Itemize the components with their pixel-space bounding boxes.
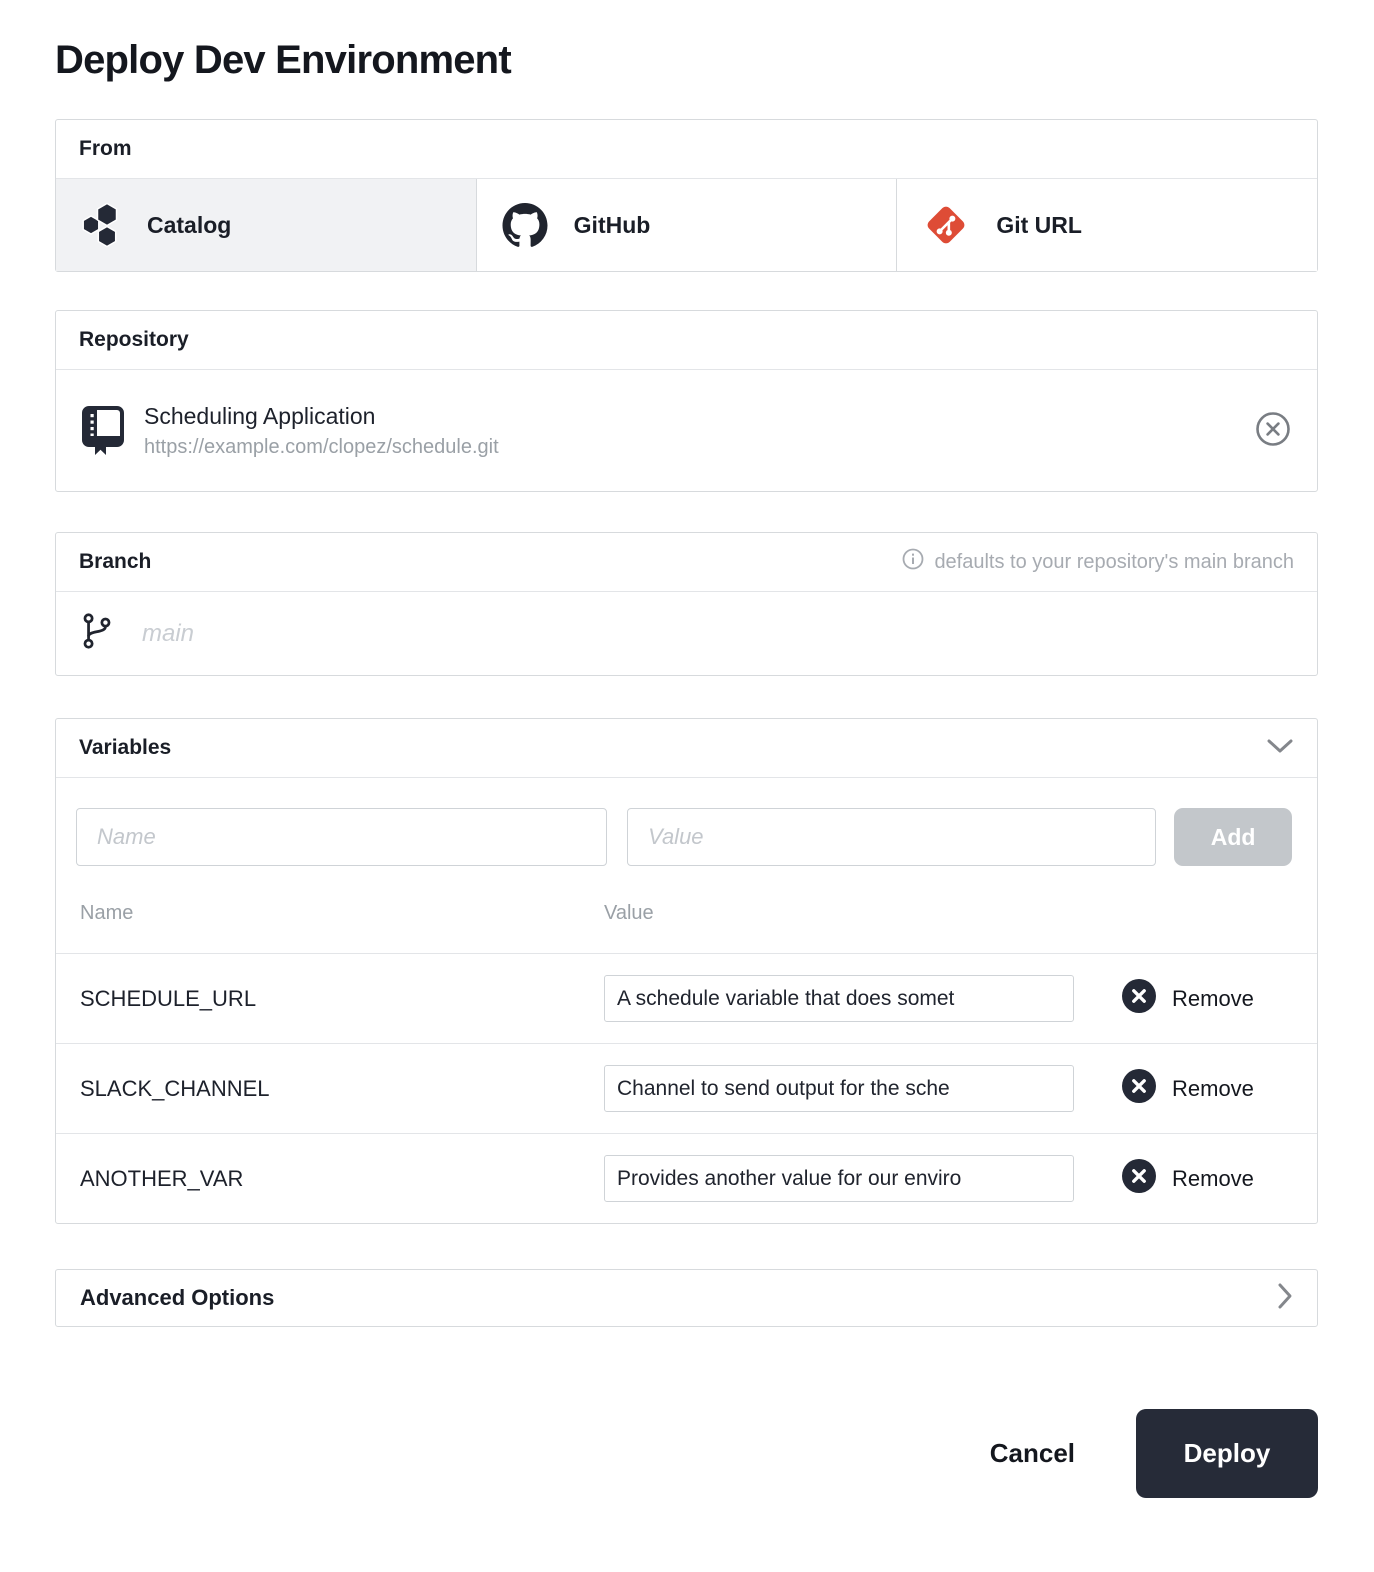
- variable-value-input[interactable]: [627, 808, 1156, 866]
- variable-row: [56, 953, 1317, 1043]
- variable-value-field[interactable]: [604, 975, 1074, 1022]
- branch-label: Branch: [79, 550, 152, 573]
- tab-git-url-label: Git URL: [996, 211, 1082, 238]
- chevron-down-icon[interactable]: [1266, 736, 1294, 760]
- repo-book-icon: [81, 405, 125, 457]
- remove-variable-button[interactable]: [1121, 1158, 1254, 1200]
- tab-github[interactable]: [476, 179, 897, 271]
- clear-repository-button[interactable]: [1254, 410, 1292, 451]
- variables-section-header[interactable]: [56, 719, 1317, 778]
- catalog-hexagons-icon: [81, 202, 121, 248]
- branch-section-header: [56, 533, 1317, 592]
- repository-selected-item: [56, 370, 1317, 491]
- chevron-right-icon: [1277, 1282, 1293, 1315]
- branch-hint: [902, 548, 1294, 576]
- page-title: Deploy Dev Environment: [55, 38, 511, 82]
- variable-name: ANOTHER_VAR: [80, 1165, 244, 1191]
- deploy-button[interactable]: Deploy: [1136, 1409, 1318, 1498]
- column-header-name: Name: [80, 902, 134, 924]
- variable-row: [56, 1043, 1317, 1133]
- variable-name-input[interactable]: [76, 808, 607, 866]
- circle-x-filled-icon: [1121, 1158, 1157, 1200]
- from-section-header: [56, 120, 1317, 179]
- remove-label: Remove: [1172, 1075, 1254, 1101]
- github-icon: [502, 203, 548, 248]
- source-tabs: [56, 179, 1317, 271]
- from-label: From: [79, 137, 132, 160]
- add-variable-row: [56, 778, 1317, 866]
- variables-section: [55, 718, 1318, 1224]
- variable-value-field[interactable]: [604, 1155, 1074, 1202]
- branch-input[interactable]: [140, 619, 1292, 649]
- repository-section: [55, 310, 1318, 492]
- circle-x-filled-icon: [1121, 1068, 1157, 1110]
- tab-github-label: GitHub: [573, 211, 651, 238]
- variables-table-header: [56, 866, 1317, 953]
- repo-text-block: [144, 403, 499, 459]
- tab-catalog[interactable]: [56, 179, 476, 271]
- cancel-button[interactable]: Cancel: [984, 1437, 1081, 1470]
- branch-section: [55, 532, 1318, 676]
- variables-label: Variables: [79, 736, 172, 759]
- advanced-options-label: Advanced Options: [80, 1285, 275, 1310]
- variable-name: SLACK_CHANNEL: [80, 1075, 270, 1101]
- info-icon: [902, 548, 924, 576]
- variable-row: [56, 1133, 1317, 1223]
- repository-label: Repository: [79, 328, 189, 351]
- variable-name: SCHEDULE_URL: [80, 985, 257, 1011]
- add-variable-button[interactable]: Add: [1174, 808, 1292, 866]
- advanced-options-section[interactable]: [55, 1269, 1318, 1327]
- repo-url: https://example.com/clopez/schedule.git: [144, 435, 499, 458]
- remove-label: Remove: [1172, 1165, 1254, 1191]
- repo-name: Scheduling Application: [144, 402, 376, 429]
- tab-git-url[interactable]: [896, 179, 1317, 271]
- remove-variable-button[interactable]: [1121, 978, 1254, 1020]
- tab-catalog-label: Catalog: [147, 211, 232, 238]
- git-branch-icon: [81, 612, 113, 655]
- column-header-value: Value: [604, 902, 654, 924]
- from-section: [55, 119, 1318, 272]
- git-icon: [922, 201, 970, 249]
- branch-hint-text: defaults to your repository's main branch: [934, 550, 1294, 573]
- circle-x-icon: [1254, 410, 1292, 451]
- repository-section-header: [56, 311, 1317, 370]
- branch-input-row: [56, 592, 1317, 675]
- variable-value-field[interactable]: [604, 1065, 1074, 1112]
- dialog-footer: [55, 1409, 1318, 1498]
- circle-x-filled-icon: [1121, 978, 1157, 1020]
- remove-variable-button[interactable]: [1121, 1068, 1254, 1110]
- remove-label: Remove: [1172, 985, 1254, 1011]
